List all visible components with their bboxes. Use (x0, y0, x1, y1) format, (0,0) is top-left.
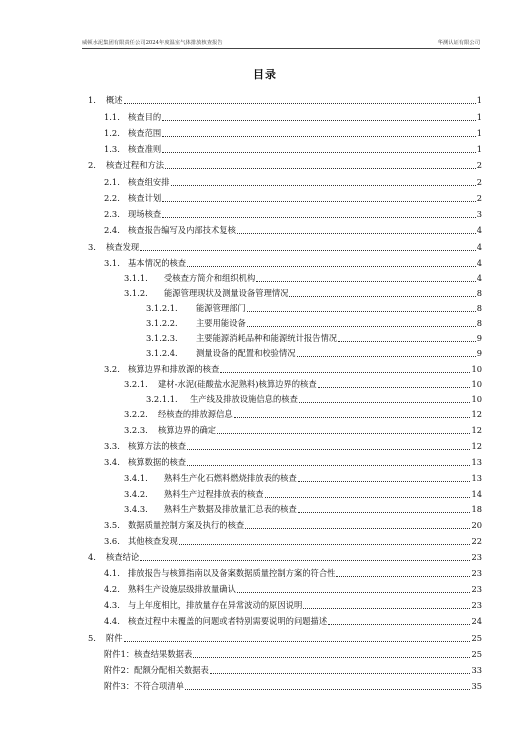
toc-entry[interactable] (104, 177, 482, 188)
toc-leader-dots (185, 689, 470, 690)
toc-entry[interactable] (104, 681, 482, 692)
toc-entry-number: 2.4. (104, 225, 120, 235)
toc-entry-text: 能源管理现状及测量设备管理情况 (164, 288, 289, 298)
toc-leader-dots (162, 152, 476, 153)
toc-entry-text: 核算边界和排放源的核查 (128, 364, 220, 374)
toc-entry-number: 3.1.1. (124, 273, 148, 283)
toc-entry-text: 核查准则 (128, 144, 162, 154)
toc-entry-text: 其他核查发现 (128, 536, 178, 546)
toc-leader-dots (220, 372, 470, 373)
toc-leader-dots (140, 250, 476, 251)
toc-entry[interactable] (88, 95, 482, 106)
toc-entry-number: 1.2. (104, 128, 120, 138)
toc-entry-page: 22 (471, 536, 482, 546)
toc-entry-number: 5. (88, 633, 96, 643)
toc-entry-page: 8 (476, 318, 482, 328)
toc-entry[interactable] (104, 364, 482, 375)
toc-leader-dots (237, 592, 471, 593)
toc-leader-dots (237, 233, 476, 234)
toc-entry[interactable] (146, 394, 482, 405)
toc-entry-number: 3.2.1.1. (146, 394, 178, 404)
toc-entry-number: 3.1.2.3. (146, 333, 178, 343)
toc-entry-text: 附件3：不符合项清单 (104, 681, 184, 691)
toc-entry-number: 2. (88, 160, 96, 170)
toc-entry-text: 核查报告编写及内部技术复核 (128, 225, 236, 235)
toc-entry-number: 3.1.2. (124, 288, 148, 298)
toc-entry-number: 4.2. (104, 584, 120, 594)
toc-entry-text: 主要能源消耗品种和能源统计报告情况 (196, 333, 338, 343)
toc-entry[interactable] (124, 288, 482, 299)
toc-entry-page: 13 (471, 457, 482, 467)
toc-leader-dots (234, 417, 471, 418)
toc-entry-text: 经核查的排放源信息 (158, 409, 233, 419)
toc-entry[interactable] (104, 520, 482, 531)
toc-entry-number: 2.3. (104, 209, 120, 219)
toc-entry[interactable] (124, 504, 482, 515)
toc-entry-page: 1 (476, 112, 482, 122)
toc-entry[interactable] (124, 489, 482, 500)
toc-entry[interactable] (146, 333, 482, 344)
toc-entry[interactable] (124, 473, 482, 484)
toc-entry-text: 附件2：配额分配相关数据表 (104, 665, 209, 675)
toc-entry-page: 1 (476, 128, 482, 138)
toc-entry[interactable] (124, 425, 482, 436)
toc-entry-number: 3.2.1. (124, 379, 148, 389)
toc-entry-page: 23 (471, 552, 482, 562)
toc-entry-number: 1.1. (104, 112, 120, 122)
toc-entry-page: 1 (476, 95, 482, 105)
toc-entry[interactable] (104, 584, 482, 595)
toc-entry-text: 受核查方简介和组织机构 (164, 273, 256, 283)
toc-leader-dots (265, 497, 471, 498)
toc-entry-page: 12 (471, 441, 482, 451)
toc-entry-number: 3.1. (104, 258, 120, 268)
toc-entry[interactable] (146, 318, 482, 329)
toc-entry-number: 4.3. (104, 600, 120, 610)
toc-entry-text: 建材-水泥(硅酸盐水泥熟料)核算边界的核查 (158, 379, 317, 389)
toc-entry-text: 测量设备的配置和校验情况 (196, 348, 296, 358)
toc-entry-text: 核查过程中未覆盖的问题或者特别需要说明的问题描述 (128, 616, 328, 626)
toc-entry-number: 4.1. (104, 568, 120, 578)
toc-entry-page: 8 (476, 288, 482, 298)
toc-entry-number: 3.2.3. (124, 425, 148, 435)
toc-entry-page: 1 (476, 144, 482, 154)
toc-leader-dots (187, 266, 476, 267)
toc-entry[interactable] (104, 225, 482, 236)
toc-entry-page: 25 (471, 649, 482, 659)
toc-entry-page: 13 (471, 473, 482, 483)
toc-entry-text: 熟料生产化石燃料燃烧排放表的核查 (164, 473, 297, 483)
toc-leader-dots (245, 528, 470, 529)
toc-entry-number: 3.4.2. (124, 489, 148, 499)
toc-entry-text: 核查组安排 (128, 177, 170, 187)
toc-leader-dots (299, 402, 471, 403)
toc-entry[interactable] (104, 457, 482, 468)
toc-entry-number: 2.2. (104, 193, 120, 203)
toc-entry-text: 排放报告与核算指南以及备案数据质量控制方案的符合性 (128, 568, 336, 578)
toc-entry-page: 33 (471, 665, 482, 675)
toc-leader-dots (217, 433, 470, 434)
toc-entry-number: 3. (88, 242, 96, 252)
toc-entry[interactable] (88, 633, 482, 644)
toc-entry-text: 能源管理部门 (196, 303, 246, 313)
toc-leader-dots (171, 185, 476, 186)
toc-entry-page: 10 (471, 394, 482, 404)
toc-entry-number: 3.4.1. (124, 473, 148, 483)
toc-leader-dots (338, 341, 476, 342)
toc-entry-text: 核查目的 (128, 112, 162, 122)
toc-entry[interactable] (146, 303, 482, 314)
toc-entry[interactable] (104, 193, 482, 204)
header-report-title: 威顿水泥集团有限责任公司2024年度温室气体排放核查报告 (82, 40, 223, 46)
toc-entry-page: 20 (471, 520, 482, 530)
toc-entry-page: 2 (476, 177, 482, 187)
toc-entry-page: 23 (471, 600, 482, 610)
toc-entry-text: 熟料生产过程排放表的核查 (164, 489, 264, 499)
toc-leader-dots (298, 512, 471, 513)
toc-leader-dots (328, 624, 470, 625)
toc-entry[interactable] (104, 649, 482, 660)
toc-entry[interactable] (104, 568, 482, 579)
toc-leader-dots (303, 608, 470, 609)
toc-entry-text: 核查过程和方法 (106, 160, 165, 170)
toc-entry-text: 核查发现 (106, 242, 140, 252)
toc-entry[interactable] (146, 348, 482, 359)
toc-entry[interactable] (104, 209, 482, 220)
toc-leader-dots (124, 103, 476, 104)
toc-leader-dots (289, 296, 475, 297)
toc-entry[interactable] (124, 379, 482, 390)
toc-leader-dots (336, 576, 470, 577)
toc-entry-text: 核查结论 (106, 552, 140, 562)
toc-entry[interactable] (124, 409, 482, 420)
toc-entry-number: 3.2.2. (124, 409, 148, 419)
toc-entry-page: 10 (471, 379, 482, 389)
toc-entry-number: 3.1.2.4. (146, 348, 178, 358)
toc-entry-page: 4 (476, 225, 482, 235)
toc-entry-number: 3.4. (104, 457, 120, 467)
toc-entry-page: 9 (476, 333, 482, 343)
toc-entry-page: 23 (471, 568, 482, 578)
toc-entry-page: 18 (471, 504, 482, 514)
toc-entry-number: 3.2. (104, 364, 120, 374)
toc-entry[interactable] (104, 616, 482, 627)
toc-entry-page: 25 (471, 633, 482, 643)
header-company-name: 华测认证有限公司 (437, 40, 480, 46)
toc-entry[interactable] (104, 665, 482, 676)
toc-entry-number: 3.1.2.2. (146, 318, 178, 328)
toc-entry-number: 1. (88, 95, 96, 105)
toc-entry-number: 3.5. (104, 520, 120, 530)
toc-entry-number: 4.4. (104, 616, 120, 626)
toc-entry-page: 12 (471, 425, 482, 435)
toc-entry-number: 3.1.2.1. (146, 303, 178, 313)
toc-entry-page: 2 (476, 193, 482, 203)
toc-entry-page: 14 (471, 489, 482, 499)
toc-leader-dots (256, 281, 475, 282)
toc-entry[interactable] (88, 242, 482, 253)
toc-entry-page: 9 (476, 348, 482, 358)
toc-entry-text: 附件 (106, 633, 123, 643)
toc-leader-dots (210, 673, 471, 674)
toc-entry[interactable] (104, 144, 482, 155)
toc-entry-text: 与上年度相比，排放量存在异常波动的原因说明 (128, 600, 303, 610)
toc-entry-page: 4 (476, 258, 482, 268)
toc-entry-page: 35 (471, 681, 482, 691)
toc-entry-page: 10 (471, 364, 482, 374)
toc-entry-page: 24 (471, 616, 482, 626)
toc-entry-page: 4 (476, 273, 482, 283)
toc-title: 目录 (253, 68, 277, 81)
toc-entry-number: 4. (88, 552, 96, 562)
toc-entry-text: 熟料生产设施层级排放量确认 (128, 584, 236, 594)
toc-entry-text: 核算边界的确定 (158, 425, 217, 435)
toc-leader-dots (162, 120, 476, 121)
toc-entry-text: 生产线及排放设施信息的核查 (190, 394, 298, 404)
toc-leader-dots (297, 356, 476, 357)
toc-entry[interactable] (104, 128, 482, 139)
toc-entry-text: 熟料生产数据及排放量汇总表的核查 (164, 504, 297, 514)
toc-leader-dots (165, 168, 476, 169)
toc-entry[interactable] (88, 160, 482, 171)
toc-entry-text: 核查计划 (128, 193, 162, 203)
toc-entry-number: 3.3. (104, 441, 120, 451)
toc-entry-page: 23 (471, 584, 482, 594)
toc-entry-page: 3 (476, 209, 482, 219)
toc-leader-dots (193, 657, 470, 658)
toc-entry-text: 概述 (106, 95, 123, 105)
toc-leader-dots (179, 544, 471, 545)
toc-entry-number: 3.6. (104, 536, 120, 546)
toc-leader-dots (247, 311, 476, 312)
toc-entry-text: 数据质量控制方案及执行的核查 (128, 520, 245, 530)
toc-leader-dots (187, 449, 470, 450)
toc-leader-dots (298, 481, 471, 482)
toc-entry-text: 核查范围 (128, 128, 162, 138)
toc-entry[interactable] (104, 536, 482, 547)
toc-entry-page: 2 (476, 160, 482, 170)
toc-leader-dots (124, 641, 471, 642)
toc-entry[interactable] (88, 552, 482, 563)
toc-leader-dots (140, 560, 470, 561)
toc-leader-dots (162, 201, 476, 202)
toc-entry-page: 12 (471, 409, 482, 419)
toc-entry[interactable] (104, 258, 482, 269)
toc-entry-page: 8 (476, 303, 482, 313)
toc-entry-text: 基本情况的核查 (128, 258, 187, 268)
toc-entry[interactable] (104, 112, 482, 123)
toc-entry-text: 核算方法的核查 (128, 441, 187, 451)
toc-entry[interactable] (104, 600, 482, 611)
toc-leader-dots (162, 217, 476, 218)
toc-leader-dots (162, 136, 476, 137)
toc-leader-dots (247, 326, 476, 327)
toc-entry-number: 3.4.3. (124, 504, 148, 514)
toc-leader-dots (318, 387, 471, 388)
toc-entry-text: 核算数据的核查 (128, 457, 187, 467)
toc-entry[interactable] (124, 273, 482, 284)
toc-entry-text: 附件1：核查结果数据表 (104, 649, 193, 659)
toc-entry-number: 1.3. (104, 144, 120, 154)
toc-entry-text: 现场核查 (128, 209, 162, 219)
toc-entry-text: 主要用能设备 (196, 318, 246, 328)
toc-entry-page: 4 (476, 242, 482, 252)
toc-entry-number: 2.1. (104, 177, 120, 187)
toc-leader-dots (187, 465, 470, 466)
toc-entry[interactable] (104, 441, 482, 452)
